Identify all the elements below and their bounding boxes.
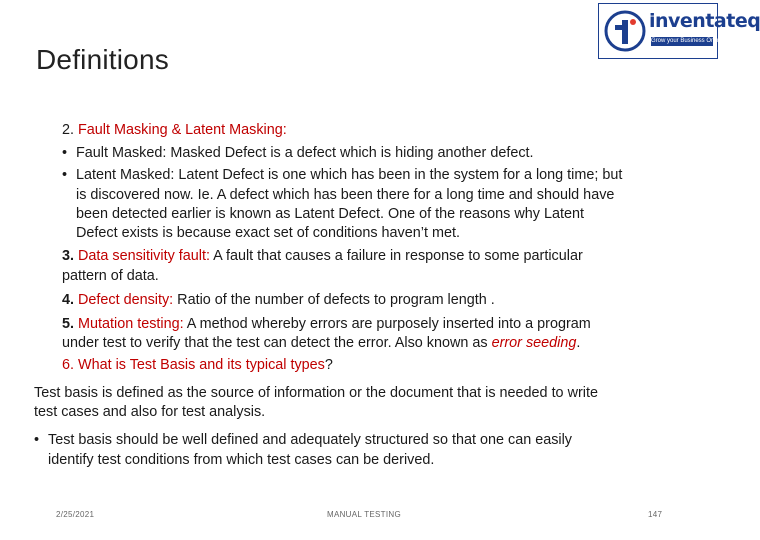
defect-density-term: Defect density: (78, 292, 174, 308)
item-6-heading: 6. What is Test Basis and its typical types? (62, 357, 333, 373)
test-basis-note-line-1: Test basis should be well defined and adequately structured so that one can easily (48, 432, 572, 448)
slide-title: Definitions (36, 44, 169, 75)
logo-mark-icon (604, 10, 646, 52)
item-5-line-1: 5. Mutation testing: A method whereby errors are purposely inserted into a program (62, 316, 591, 332)
error-seeding-term: error seeding (491, 335, 577, 351)
mutation-testing-term: Mutation testing: (78, 316, 184, 332)
fault-masking-term: Fault Masking & Latent Masking: (78, 122, 287, 138)
footer-date: 2/25/2021 (56, 510, 95, 519)
data-sensitivity-term: Data sensitivity fault: (78, 248, 210, 264)
item-2-heading: 2. Fault Masking & Latent Masking: (62, 122, 287, 138)
footer-page-number: 147 (648, 510, 663, 519)
latent-masked-line-4: Defect exists is because exact set of conditions haven’t met. (76, 225, 460, 241)
test-basis-note-line-2: identify test conditions from which test cases can be derived. (48, 452, 435, 468)
item-3-line-1: 3. Data sensitivity fault: A fault that causes a failure in response to some particular (62, 248, 583, 264)
fault-masked-definition: Fault Masked: Masked Defect is a defect which is hiding another defect. (76, 145, 534, 161)
test-basis-question: 6. What is Test Basis and its typical types (62, 357, 325, 373)
test-basis-definition-line-1: Test basis is defined as the source of information or the document that is needed to write (34, 385, 598, 401)
latent-masked-line-1: Latent Masked: Latent Defect is one which has been in the system for a long time; but (76, 167, 623, 183)
logo-wordmark: inventateq (649, 10, 760, 32)
latent-masked-line-2: is discovered now. Ie. A defect which has been there for a long time and should have (76, 187, 615, 203)
footer-center-text: MANUAL TESTING (327, 510, 401, 519)
bullet-glyph: • (34, 432, 40, 448)
bullet-glyph: • (62, 145, 68, 161)
company-logo (598, 3, 760, 59)
test-basis-definition-line-2: test cases and also for test analysis. (34, 404, 266, 420)
bullet-glyph: • (62, 167, 68, 183)
latent-masked-line-3: been detected earlier is known as Latent Defect. One of the reasons why Latent (76, 206, 584, 222)
item-4-line: 4. Defect density: Ratio of the number of defects to program length . (62, 292, 495, 308)
item-5-line-2: under test to verify that the test can detect the error. Also known as error seeding. (62, 335, 581, 351)
logo-tagline: Grow your Business Online (651, 38, 724, 44)
item-3-line-2: pattern of data. (62, 268, 159, 284)
